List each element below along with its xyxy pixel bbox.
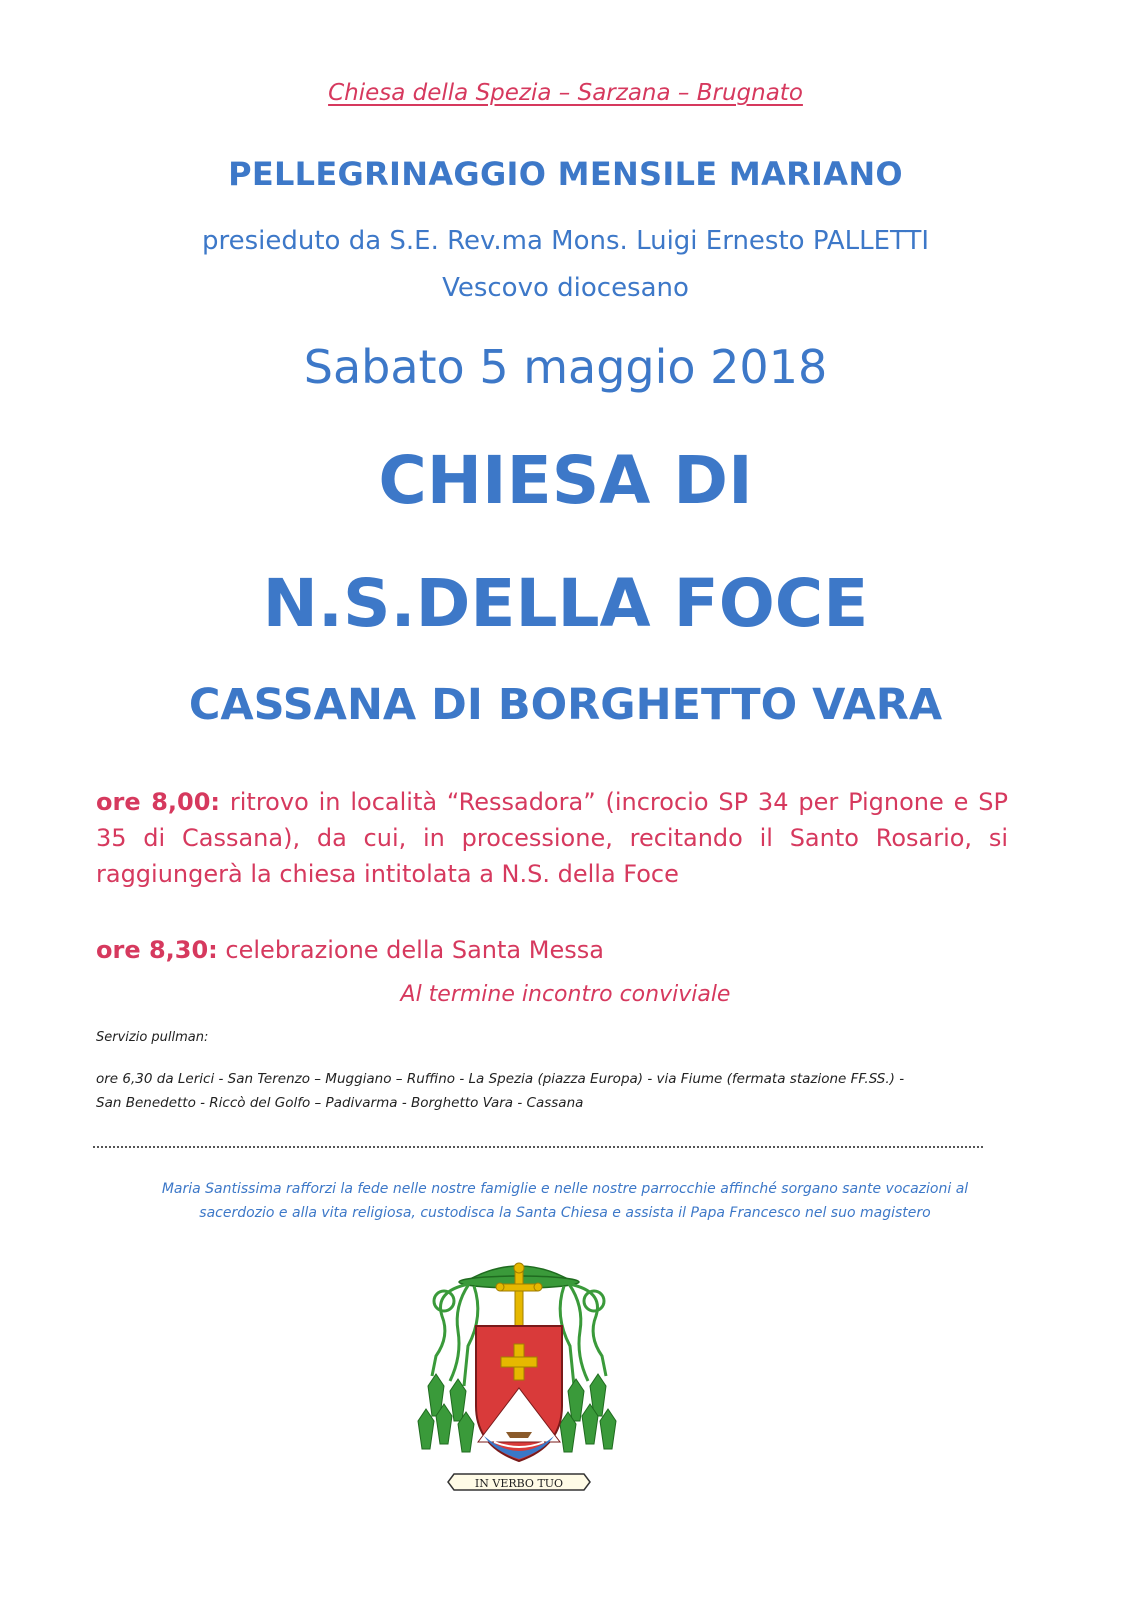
bus-route-line2: San Benedetto - Riccò del Golfo – Padivarma - Borghetto Vara - Cassana (96, 1095, 584, 1111)
bus-route (96, 1067, 996, 1115)
closing-note: Al termine incontro conviviale (400, 982, 731, 1007)
event-date: Sabato 5 maggio 2018 (303, 340, 828, 394)
church-title-line2: N.S.DELLA FOCE (262, 565, 869, 642)
dotted-divider (93, 1146, 983, 1148)
prayer-line1: Maria Santissima rafforzi la fede nelle nostre famiglie e nelle nostre parrocchie affinché sorgano sante vocazioni al (161, 1181, 969, 1197)
program-item-1-text-line1: ritrovo in località “Ressadora” (incrocio SP 34 per Pignone e SP (229, 788, 1008, 816)
presided-by-line: presieduto da S.E. Rev.ma Mons. Luigi Ernesto PALLETTI (201, 226, 930, 256)
program-item-1-time: ore 8,00: (96, 788, 221, 816)
program-item-1-text-line3: raggiungerà la chiesa intitolata a N.S. della Foce (96, 860, 679, 888)
program-item-2-time: ore 8,30: (96, 936, 218, 964)
program-item-2 (96, 932, 1008, 968)
bus-route-line1: ore 6,30 da Lerici - San Terenzo – Muggiano – Ruffino - La Spezia (piazza Europa) - via Fiume (fermata stazione FF.SS.) - (96, 1071, 905, 1087)
bishop-role: Vescovo diocesano (442, 273, 689, 303)
diocese-heading: Chiesa della Spezia – Sarzana – Brugnato (328, 80, 803, 106)
prayer-line2: sacerdozio e alla vita religiosa, custodisca la Santa Chiesa e assista il Papa Francesco nel suo magistero (199, 1205, 931, 1221)
program-item-2-text: celebrazione della Santa Messa (225, 936, 604, 964)
program-item-1-text-line2: 35 di Cassana), da cui, in processione, recitando il Santo Rosario, si (96, 824, 1008, 852)
prayer-text (110, 1177, 1020, 1225)
church-title-line1: CHIESA DI (378, 442, 753, 519)
bus-service-title: Servizio pullman: (96, 1030, 209, 1045)
crest-motto: IN VERBO TUO (474, 1477, 564, 1490)
episcopal-coat-of-arms (414, 1246, 624, 1511)
pilgrimage-title: PELLEGRINAGGIO MENSILE MARIANO (228, 155, 903, 193)
program-item-1 (96, 784, 1008, 892)
event-place: CASSANA DI BORGHETTO VARA (188, 680, 943, 730)
coat-of-arms-emblem (414, 1246, 624, 1511)
